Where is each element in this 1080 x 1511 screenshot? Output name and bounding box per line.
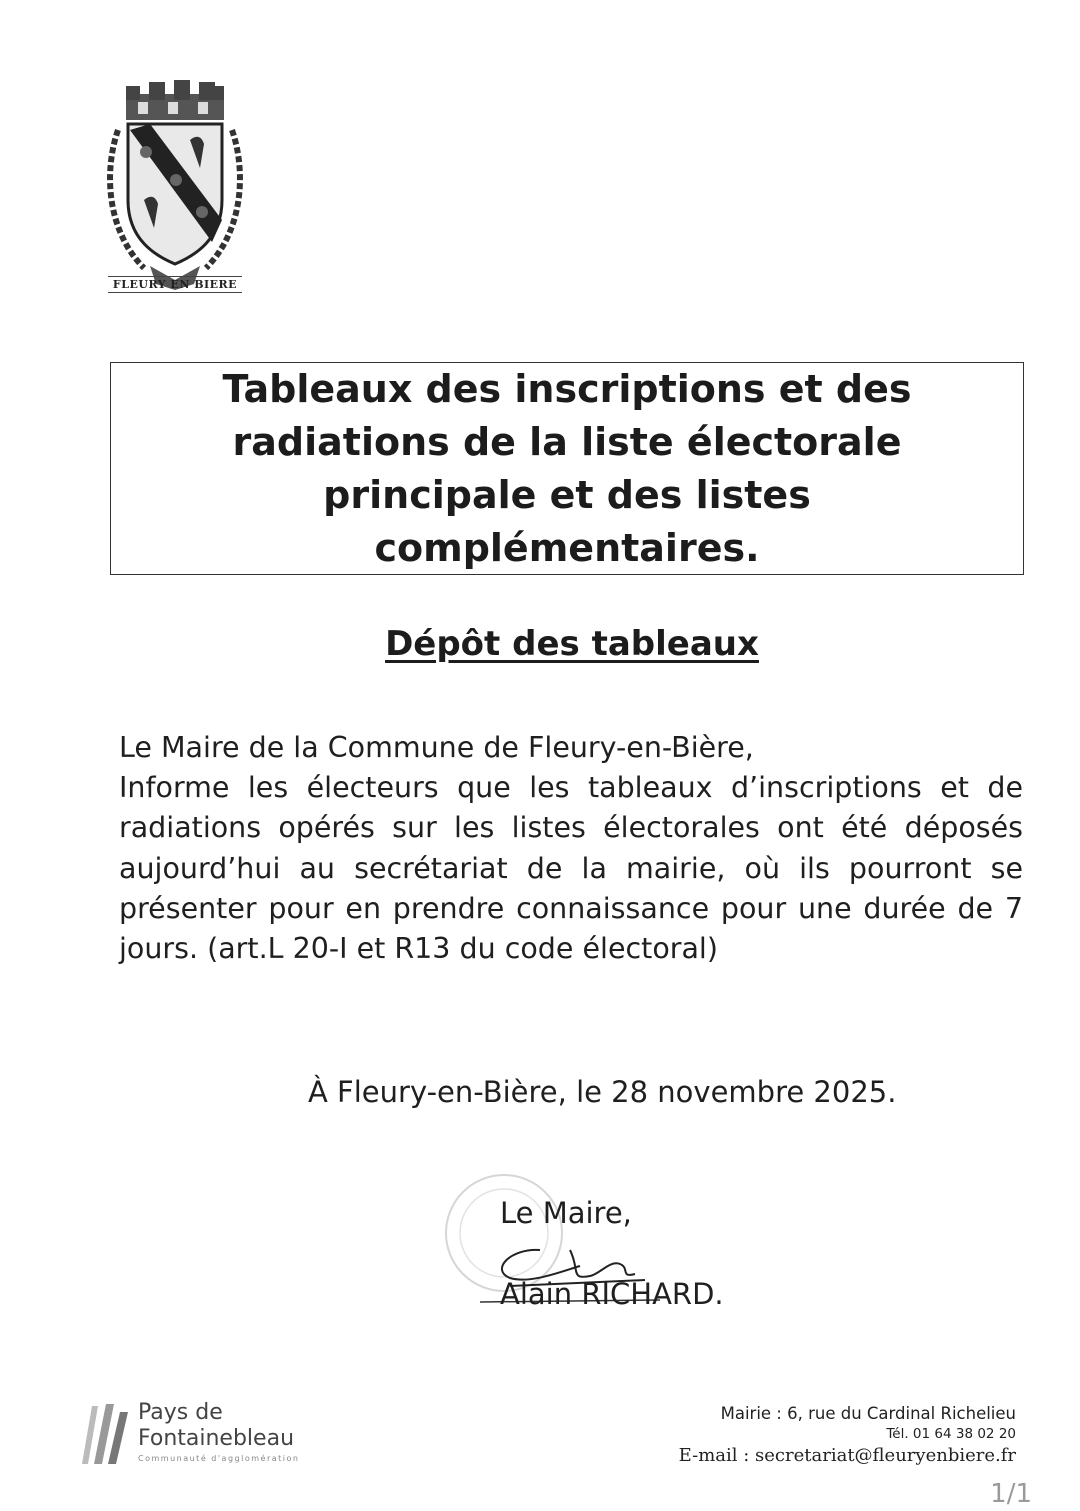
notice-title-box	[110, 362, 1024, 575]
notice-subtitle: Dépôt des tableaux	[385, 624, 759, 664]
signature-name: Alain RICHARD.	[500, 1277, 724, 1311]
signature-title: Le Maire,	[500, 1196, 632, 1230]
footer-address: Mairie : 6, rue du Cardinal Richelieu	[720, 1404, 1016, 1423]
pays-de-fontainebleau-logo	[78, 1398, 318, 1470]
page-indicator: 1/1	[990, 1479, 1032, 1509]
logo-line-3: Communauté d'agglomération	[138, 1454, 300, 1463]
footer-contact	[679, 1403, 1016, 1469]
logo-line-2: Fontainebleau	[138, 1426, 295, 1451]
notice-title: Tableaux des inscriptions et des radiations de la liste électorale principale et des listes complémentaires.	[222, 366, 912, 570]
coat-of-arms-icon	[104, 80, 246, 298]
notice-body	[119, 728, 1023, 969]
fontainebleau-logo-icon	[78, 1400, 130, 1466]
footer-phone: Tél. 01 64 38 02 20	[886, 1426, 1016, 1442]
notice-intro: Le Maire de la Commune de Fleury-en-Bière,	[119, 731, 754, 764]
crest-caption: FLEURY EN BIERE	[108, 276, 242, 293]
notice-paragraph: Informe les électeurs que les tableaux d’inscriptions et de radiations opérés sur les listes électorales ont été déposés aujourd’hui au secrétariat de la mairie, où ils pourront se présenter pour en prendre connaissance pour une durée de 7 jours. (art.L 20-I et R13 du code électoral)	[119, 771, 1023, 966]
logo-line-1: Pays de	[138, 1400, 223, 1425]
notice-date-line: À Fleury-en-Bière, le 28 novembre 2025.	[308, 1075, 897, 1109]
footer-email: E-mail : secretariat@fleuryenbiere.fr	[678, 1445, 1016, 1466]
